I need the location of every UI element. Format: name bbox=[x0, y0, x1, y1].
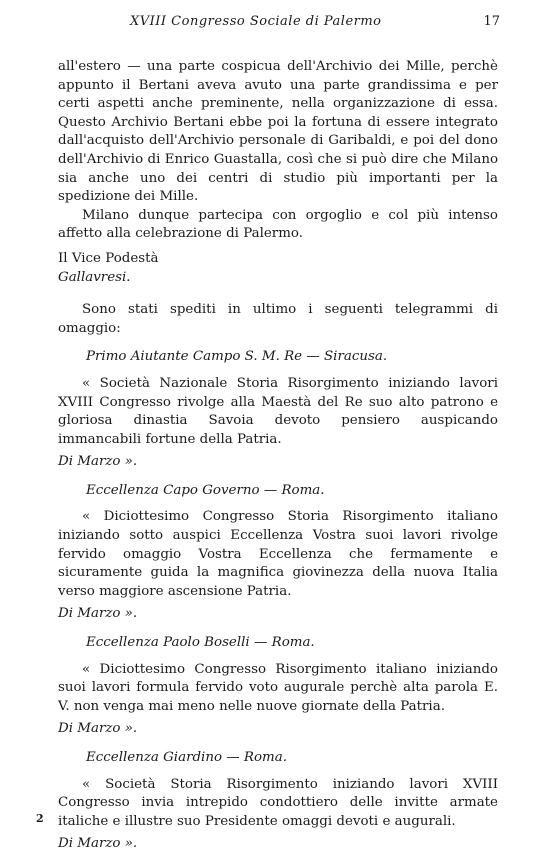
telegram-text: « Società Nazionale Storia Risorgimento iniziando lavori XVIII Congresso rivolge alla Maestà del Re suo alto patrono e gloriosa dinastia Savoia devoto pensiero auspicando immancabili fortune della Patria. bbox=[58, 375, 498, 447]
running-header bbox=[60, 14, 500, 34]
signature-name: Gallavresi. bbox=[58, 269, 131, 285]
closing-paragraph: Milano dunque partecipa con orgoglio e col più intenso affetto alla celebrazione di Palermo. bbox=[58, 207, 498, 242]
telegram-2 bbox=[58, 482, 498, 624]
telegrams-intro: Sono stati spediti in ultimo i seguenti telegrammi di omaggio: bbox=[58, 302, 498, 336]
telegram-4 bbox=[58, 749, 498, 854]
running-title: XVIII Congresso Sociale di Palermo bbox=[130, 14, 382, 29]
telegram-text: « Diciottesimo Congresso Risorgimento italiano iniziando suoi lavori formula fervido voto augurale perchè alta parola E. V. non venga mai meno nelle nuove giornate della Patria. bbox=[58, 661, 498, 714]
telegram-signoff: Di Marzo ». bbox=[58, 836, 138, 852]
telegram-signoff: Di Marzo ». bbox=[58, 606, 138, 622]
intro-paragraph: all'estero — una parte cospicua dell'Archivio dei Mille, perchè appunto il Bertani aveva avuto una parte grandissima e per certi aspetti anche preminente, nella organizzazione di essa. Questo Archivio Bertani ebbe poi la fortuna di essere integrato dall'acquisto dell'Archivio personale di Garibaldi, e poi del dono dell'Archivio di Enrico Guastalla, così che si può dire che Milano sia anche uno dei centri di studio più importanti per la spedizione dei Mille. bbox=[58, 59, 498, 205]
telegram-address: Eccellenza Giardino — Roma. bbox=[86, 750, 287, 765]
telegram-text: « Società Storia Risorgimento iniziando lavori XVIII Congresso invia intrepido condottiero delle invitte armate italiche e illustre suo Presidente omaggi devoti e augurali. bbox=[58, 776, 498, 829]
telegram-signoff: Di Marzo ». bbox=[58, 721, 138, 737]
page-number: 17 bbox=[483, 14, 500, 29]
signature-role: Il Vice Podestà bbox=[58, 250, 159, 266]
telegram-address: Eccellenza Paolo Boselli — Roma. bbox=[86, 635, 315, 651]
document-body bbox=[58, 58, 498, 854]
telegram-signoff: Di Marzo ». bbox=[58, 454, 138, 470]
printer-signature-mark: 2 bbox=[36, 812, 44, 825]
telegram-address: Eccellenza Capo Governo — Roma. bbox=[86, 482, 325, 498]
telegram-text: « Diciottesimo Congresso Storia Risorgimento italiano iniziando sotto auspici Eccellenza Vostra suoi lavori rivolge fervido omaggio Vostra Eccellenza che fermamente e sicuramente guida la magnifica giovinezza della nuova Italia verso maggiore ascensione Patria. bbox=[58, 509, 498, 599]
telegram-3 bbox=[58, 634, 498, 739]
telegram-address: Primo Aiutante Campo S. M. Re — Siracusa. bbox=[86, 349, 388, 365]
telegram-1 bbox=[58, 348, 498, 472]
